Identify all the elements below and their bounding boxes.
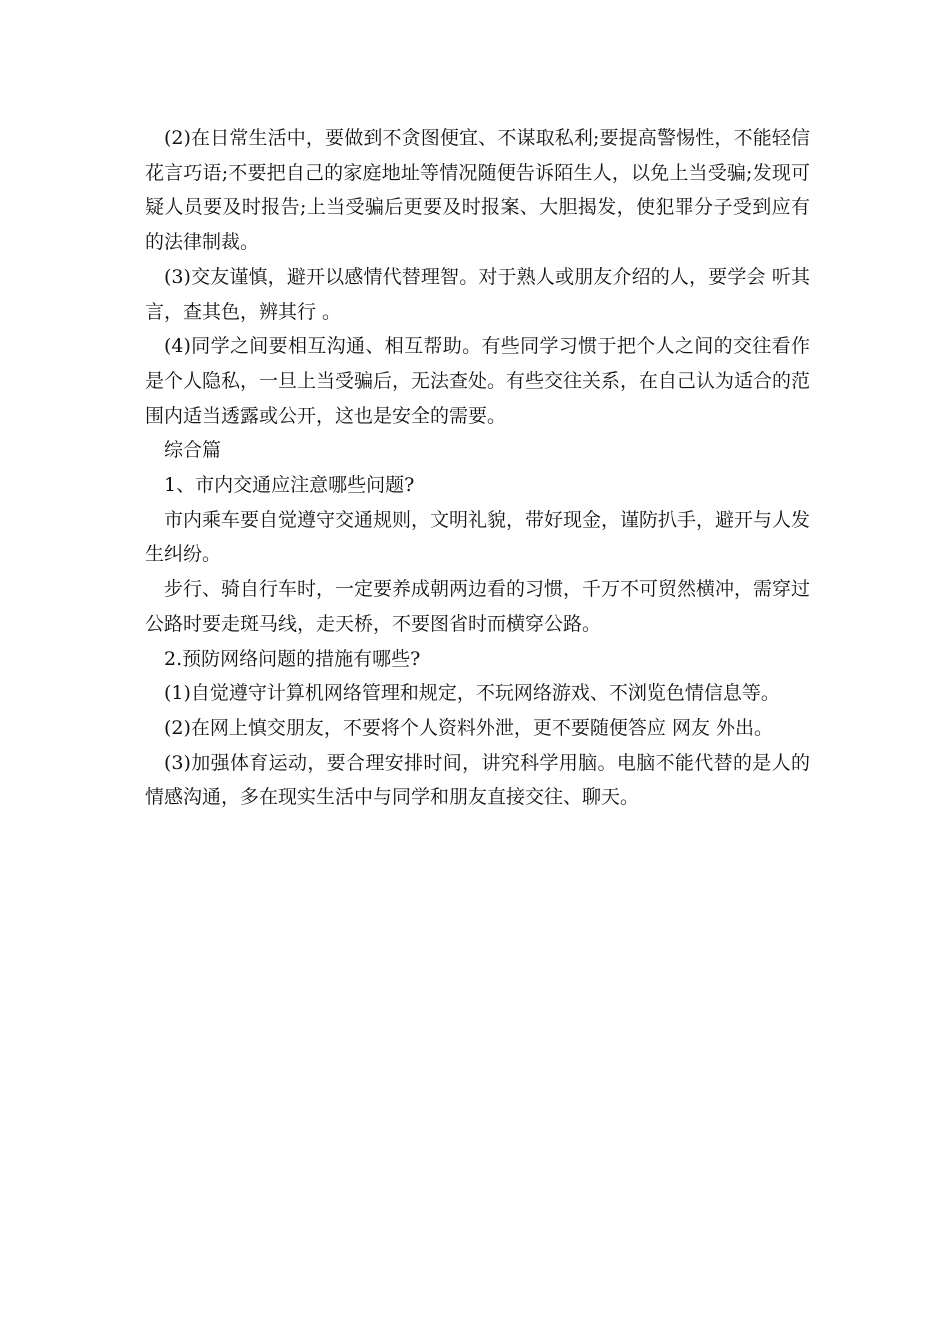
document-body xyxy=(145,121,810,815)
answer-network-1: (1)自觉遵守计算机网络管理和规定，不玩网络游戏、不浏览色情信息等。 xyxy=(164,682,780,705)
question-network: 2.预防网络问题的措施有哪些? xyxy=(164,647,421,670)
answer-network-3: (3)加强体育运动，要合理安排时间，讲究科学用脑。电脑不能代替的是人的情感沟通，多在现实生活中与同学和朋友直接交往、聊天。 xyxy=(145,751,810,809)
paragraph-fraud-daily-life: (2)在日常生活中，要做到不贪图便宜、不谋取私利;要提高警惕性，不能轻信花言巧语;不要把自己的家庭地址等情况随便告诉陌生人，以免上当受骗;发现可疑人员要及时报告;上当受骗后更要及时报案、大胆揭发，使犯罪分子受到应有的法律制裁。 xyxy=(145,127,810,254)
paragraph-careful-friendship: (3)交友谨慎，避开以感情代替理智。对于熟人或朋友介绍的人，要学会 听其言，查其色，辨其行 。 xyxy=(145,265,810,323)
paragraph-communication: (4)同学之间要相互沟通、相互帮助。有些同学习惯于把个人之间的交往看作是个人隐私，一旦上当受骗后，无法查处。有些交往关系，在自己认为适合的范围内适当透露或公开，这也是安全的需要。 xyxy=(145,335,811,427)
section-title: 综合篇 xyxy=(164,439,222,462)
answer-traffic-walking: 步行、骑自行车时，一定要养成朝两边看的习惯，千万不可贸然横冲，需穿过公路时要走斑马线，走天桥，不要图省时而横穿公路。 xyxy=(145,578,811,635)
question-traffic: 1、市内交通应注意哪些问题? xyxy=(164,474,415,497)
answer-traffic-riding: 市内乘车要自觉遵守交通规则，文明礼貌，带好现金，谨防扒手，避开与人发生纠纷。 xyxy=(145,508,811,566)
answer-network-2: (2)在网上慎交朋友，不要将个人资料外泄，更不要随便答应 网友 外出。 xyxy=(164,716,773,739)
